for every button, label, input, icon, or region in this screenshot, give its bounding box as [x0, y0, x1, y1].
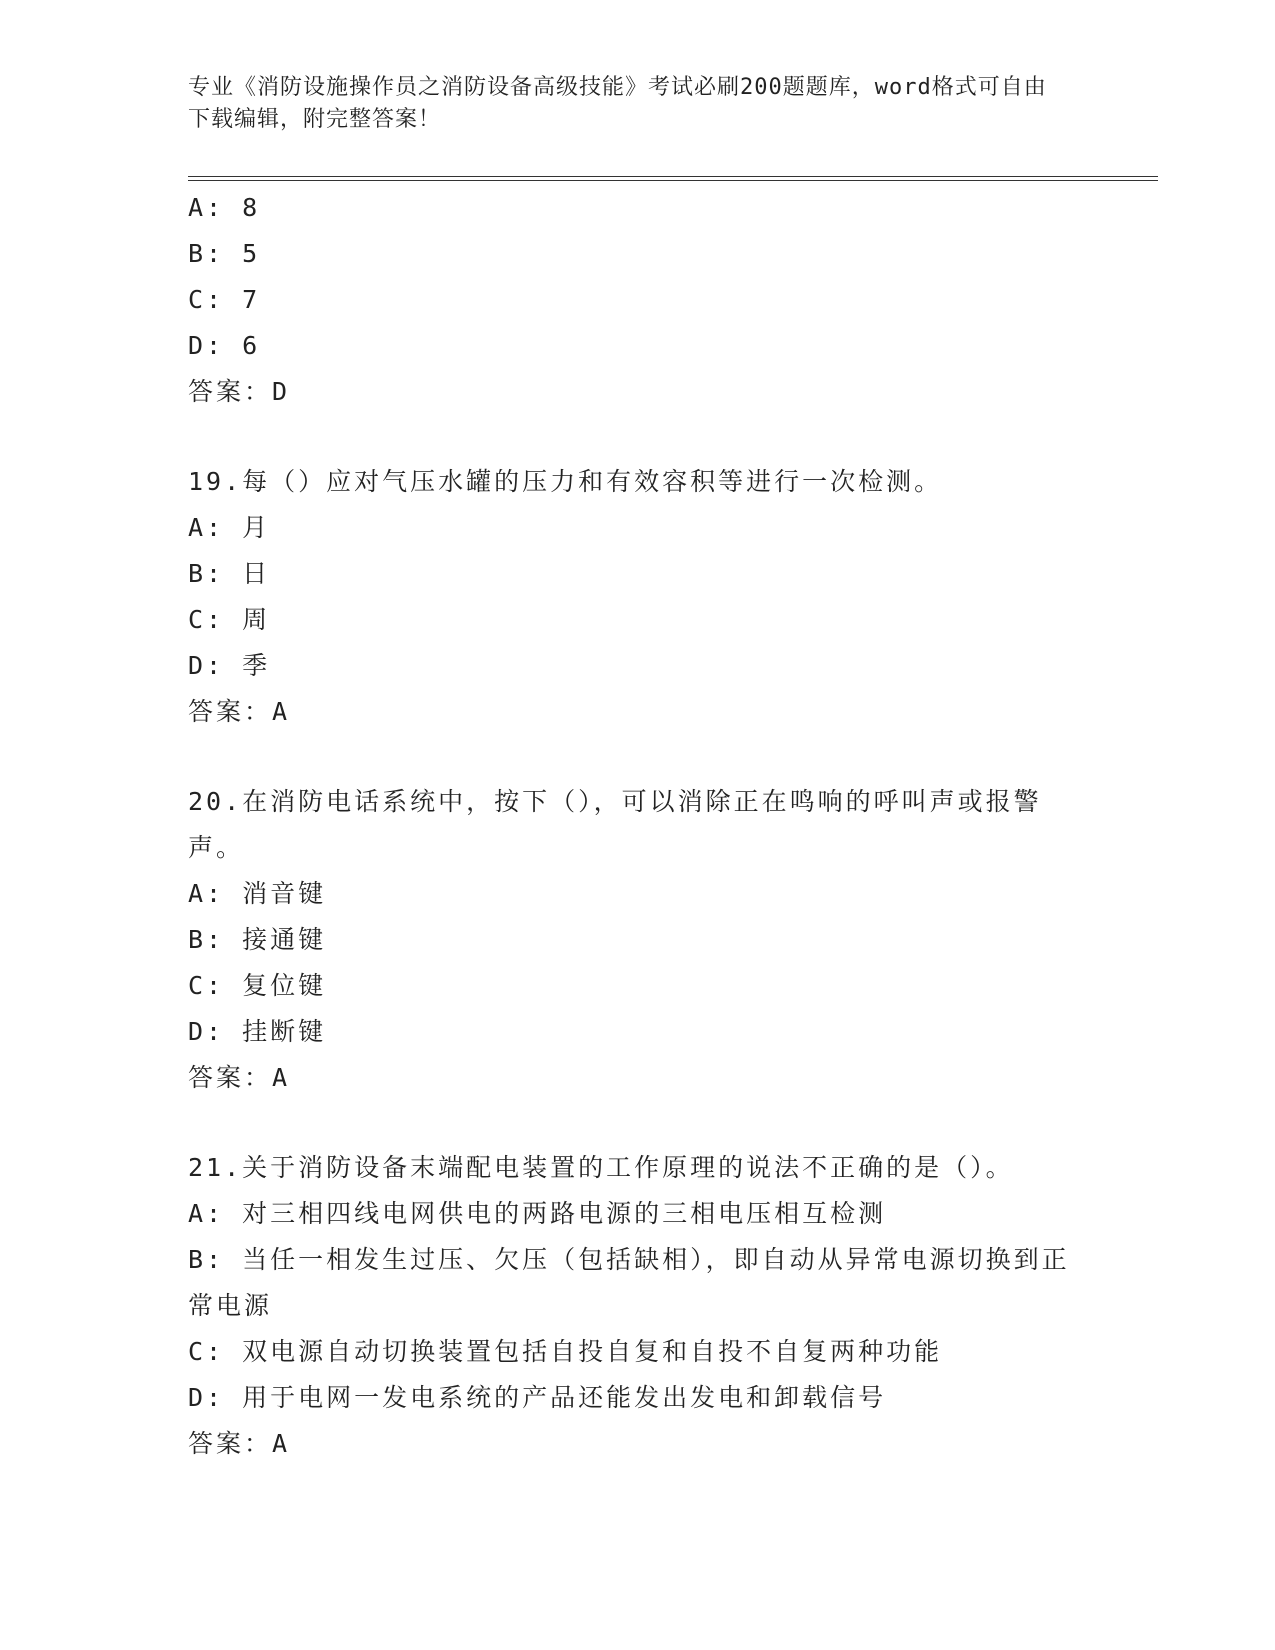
answer-value: A [272, 697, 291, 726]
option-c: C: 7 [188, 285, 261, 314]
document-page [188, 72, 1158, 1467]
question-list [188, 185, 1158, 1467]
answer-label: 答案： [188, 377, 273, 406]
option-b: B: 接通键 [188, 925, 327, 954]
option-c: C: 周 [188, 605, 271, 634]
option-a: A: 8 [188, 193, 261, 222]
option-b: B: 当任一相发生过压、欠压（包括缺相），即自动从异常电源切换到正常电源 [188, 1245, 1070, 1320]
answer-value: D [272, 377, 291, 406]
option-a: A: 消音键 [188, 879, 327, 908]
option-a: A: 月 [188, 513, 271, 542]
option-a: A: 对三相四线电网供电的两路电源的三相电压相互检测 [188, 1199, 887, 1228]
header-divider [188, 176, 1158, 181]
answer-label: 答案： [188, 1063, 273, 1092]
option-d: D: 挂断键 [188, 1017, 327, 1046]
question-block [188, 1145, 1158, 1467]
answer-label: 答案： [188, 1429, 273, 1458]
option-b: B: 5 [188, 239, 261, 268]
answer-value: A [272, 1429, 291, 1458]
question-text: 21.关于消防设备末端配电装置的工作原理的说法不正确的是（）。 [188, 1153, 1014, 1182]
option-d: D: 用于电网一发电系统的产品还能发出发电和卸载信号 [188, 1383, 887, 1412]
answer-value: A [272, 1063, 291, 1092]
document-header: 专业《消防设施操作员之消防设备高级技能》考试必刷200题题库，word格式可自由下载编辑，附完整答案！ [188, 75, 1047, 132]
question-text: 20.在消防电话系统中，按下（），可以消除正在鸣响的呼叫声或报警声。 [188, 787, 1042, 862]
question-block [188, 185, 1158, 415]
option-b: B: 日 [188, 559, 271, 588]
question-text: 19.每（）应对气压水罐的压力和有效容积等进行一次检测。 [188, 467, 943, 496]
option-c: C: 双电源自动切换装置包括自投自复和自投不自复两种功能 [188, 1337, 943, 1366]
question-block [188, 779, 1158, 1101]
answer-line [188, 689, 1158, 735]
question-block [188, 459, 1158, 735]
answer-line [188, 1421, 1158, 1467]
option-d: D: 季 [188, 651, 271, 680]
answer-line [188, 369, 1158, 415]
option-c: C: 复位键 [188, 971, 327, 1000]
answer-line [188, 1055, 1158, 1101]
option-d: D: 6 [188, 331, 261, 360]
answer-label: 答案： [188, 697, 273, 726]
